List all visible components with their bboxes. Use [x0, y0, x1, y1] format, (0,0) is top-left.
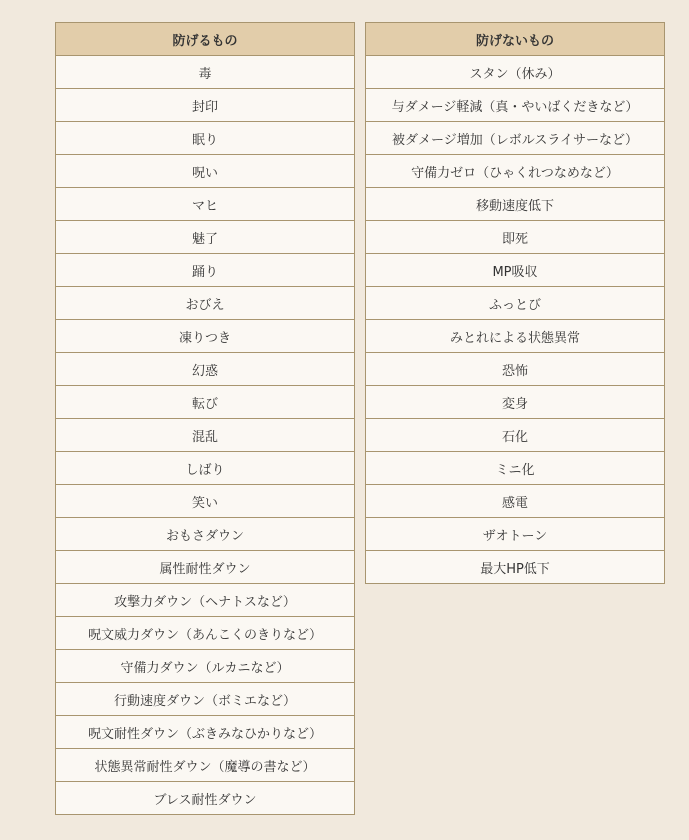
table-row [56, 188, 355, 221]
table-row [56, 782, 355, 815]
not-preventable-cell: 石化 [366, 419, 665, 452]
table-row [56, 155, 355, 188]
table-row [366, 188, 665, 221]
preventable-cell: 毒 [56, 56, 355, 89]
table-row [56, 584, 355, 617]
table-row [56, 650, 355, 683]
table-row [56, 386, 355, 419]
table-row [56, 122, 355, 155]
preventable-cell: 封印 [56, 89, 355, 122]
table-row [366, 320, 665, 353]
preventable-cell: 笑い [56, 485, 355, 518]
table-row [366, 485, 665, 518]
preventable-cell: 踊り [56, 254, 355, 287]
table-row [56, 518, 355, 551]
table-row [366, 419, 665, 452]
not-preventable-cell: 変身 [366, 386, 665, 419]
table-row [366, 122, 665, 155]
table-row [366, 89, 665, 122]
preventable-cell: 呪文耐性ダウン（ぶきみなひかりなど） [56, 716, 355, 749]
table-row [366, 287, 665, 320]
table-row [56, 485, 355, 518]
table-row [366, 452, 665, 485]
table-row [56, 287, 355, 320]
table-row [366, 353, 665, 386]
not-preventable-cell: みとれによる状態異常 [366, 320, 665, 353]
table-row [56, 320, 355, 353]
preventable-cell: ブレス耐性ダウン [56, 782, 355, 815]
table-row [56, 254, 355, 287]
table-row [56, 419, 355, 452]
table-row [366, 518, 665, 551]
preventable-cell: 凍りつき [56, 320, 355, 353]
preventable-cell: おもさダウン [56, 518, 355, 551]
table-row [366, 254, 665, 287]
preventable-cell: おびえ [56, 287, 355, 320]
not-preventable-cell: 守備力ゼロ（ひゃくれつなめなど） [366, 155, 665, 188]
preventable-header: 防げるもの [56, 23, 355, 56]
preventable-cell: しばり [56, 452, 355, 485]
not-preventable-cell: 即死 [366, 221, 665, 254]
not-preventable-cell: ザオトーン [366, 518, 665, 551]
not-preventable-cell: 最大HP低下 [366, 551, 665, 584]
preventable-cell: 混乱 [56, 419, 355, 452]
not-preventable-cell: ふっとび [366, 287, 665, 320]
table-row [366, 221, 665, 254]
not-preventable-cell: 移動速度低下 [366, 188, 665, 221]
table-row [56, 551, 355, 584]
preventable-cell: 状態異常耐性ダウン（魔導の書など） [56, 749, 355, 782]
table-row [56, 617, 355, 650]
table-row [56, 221, 355, 254]
preventable-header-row [56, 23, 355, 56]
not-preventable-header: 防げないもの [366, 23, 665, 56]
table-row [56, 353, 355, 386]
preventable-cell: 魅了 [56, 221, 355, 254]
preventable-cell: 眠り [56, 122, 355, 155]
not-preventable-cell: 感電 [366, 485, 665, 518]
not-preventable-header-row [366, 23, 665, 56]
not-preventable-cell: MP吸収 [366, 254, 665, 287]
preventable-table [55, 22, 355, 815]
table-row [56, 716, 355, 749]
not-preventable-cell: スタン（休み） [366, 56, 665, 89]
preventable-cell: 属性耐性ダウン [56, 551, 355, 584]
preventable-cell: 呪い [56, 155, 355, 188]
not-preventable-cell: 被ダメージ増加（レボルスライサーなど） [366, 122, 665, 155]
not-preventable-cell: ミニ化 [366, 452, 665, 485]
not-preventable-cell: 与ダメージ軽減（真・やいばくだきなど） [366, 89, 665, 122]
preventable-cell: 攻撃力ダウン（ヘナトスなど） [56, 584, 355, 617]
not-preventable-table [365, 22, 665, 584]
preventable-cell: 幻惑 [56, 353, 355, 386]
preventable-cell: 呪文威力ダウン（あんこくのきりなど） [56, 617, 355, 650]
table-row [366, 56, 665, 89]
preventable-cell: 行動速度ダウン（ボミエなど） [56, 683, 355, 716]
preventable-cell: マヒ [56, 188, 355, 221]
table-row [366, 551, 665, 584]
not-preventable-cell: 恐怖 [366, 353, 665, 386]
table-row [366, 155, 665, 188]
table-row [56, 749, 355, 782]
table-row [56, 452, 355, 485]
table-row [56, 683, 355, 716]
table-row [366, 386, 665, 419]
table-row [56, 89, 355, 122]
preventable-cell: 転び [56, 386, 355, 419]
table-row [56, 56, 355, 89]
preventable-cell: 守備力ダウン（ルカニなど） [56, 650, 355, 683]
